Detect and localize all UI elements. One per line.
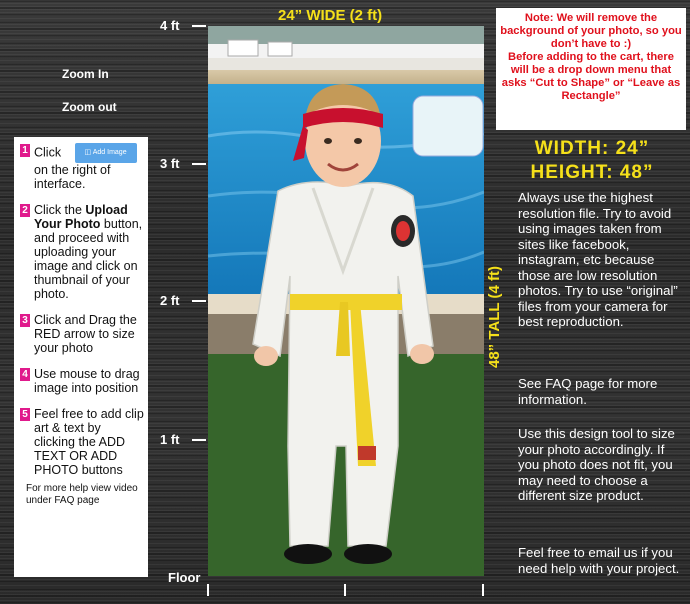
instruction-step-2 <box>20 203 144 301</box>
ruler-3ft-tick <box>192 163 206 165</box>
step-number-badge: 3 <box>20 314 30 327</box>
zoom-out-button[interactable]: Zoom out <box>62 100 117 114</box>
floor-tick-1 <box>207 584 209 596</box>
upload-photo-emphasis: Upload Your Photo <box>34 203 128 231</box>
ruler-1ft-label: 1 ft <box>160 432 180 447</box>
width-dimension-label: 24” WIDE (2 ft) <box>278 7 383 24</box>
email-tip: Feel free to email us if you need help with your project. <box>518 545 680 576</box>
ruler-3ft-label: 3 ft <box>160 156 180 171</box>
zoom-in-button[interactable]: Zoom In <box>62 67 109 81</box>
instruction-step-3 <box>20 313 144 355</box>
instructions-footer: For more help view video under FAQ page <box>26 483 138 506</box>
note-line-2: Before adding to the cart, there will be a drop down menu that asks “Cut to Shape” or “Leave as Rectangle” <box>501 51 681 102</box>
step-number-badge: 1 <box>20 144 30 157</box>
step-3-text: Click and Drag the RED arrow to size your photo <box>34 313 137 355</box>
note-line-1: Note: We will remove the background of your photo, so you don’t have to :) <box>500 12 682 50</box>
step-2-text-cont: button, and proceed with uploading your image and click on thumbnail of your photo. <box>34 217 143 301</box>
faq-tip: See FAQ page for more information. <box>518 376 658 407</box>
height-spec: HEIGHT: 48” <box>530 162 654 183</box>
child-photo-image <box>208 26 484 576</box>
floor-tick-3 <box>482 584 484 596</box>
height-dimension-label: 48” TALL (4 ft) <box>486 266 503 368</box>
ruler-2ft-label: 2 ft <box>160 293 180 308</box>
instructions-panel <box>14 137 148 577</box>
width-spec: WIDTH: 24” <box>534 138 650 159</box>
add-image-button[interactable]: ◫ Add Image <box>75 143 137 163</box>
instruction-step-4 <box>20 367 144 395</box>
ruler-4ft-tick <box>192 25 206 27</box>
ruler-4ft-label: 4 ft <box>160 18 180 33</box>
instruction-step-1 <box>20 143 144 191</box>
resolution-tip: Always use the highest resolution file. Try to avoid using images taken from sites like facebook, instagram, etc because those are low resolution photos. Try to use “original” files from your camera for best reproduction. <box>518 190 678 329</box>
ruler-floor-label: Floor <box>168 570 201 585</box>
step-2-text: Click the <box>34 203 86 217</box>
step-1-text-cont: on the right of interface. <box>34 163 111 191</box>
photo-canvas[interactable] <box>208 26 484 576</box>
background-removal-note <box>496 8 686 130</box>
add-image-button-label: Add Image <box>92 149 127 156</box>
step-number-badge: 4 <box>20 368 30 381</box>
floor-tick-2 <box>344 584 346 596</box>
step-number-badge: 5 <box>20 408 30 421</box>
ruler-2ft-tick <box>192 300 206 302</box>
ruler-1ft-tick <box>192 439 206 441</box>
step-number-badge: 2 <box>20 204 30 217</box>
step-5-text: Feel free to add clip art & text by clicking the ADD TEXT OR ADD PHOTO buttons <box>34 407 144 477</box>
instruction-step-5 <box>20 407 144 477</box>
sizing-tip: Use this design tool to size your photo accordingly. If you photo does not fit, you may need to choose a different size product. <box>518 426 675 503</box>
step-4-text: Use mouse to drag image into position <box>34 367 140 395</box>
step-1-text: Click <box>34 145 62 160</box>
